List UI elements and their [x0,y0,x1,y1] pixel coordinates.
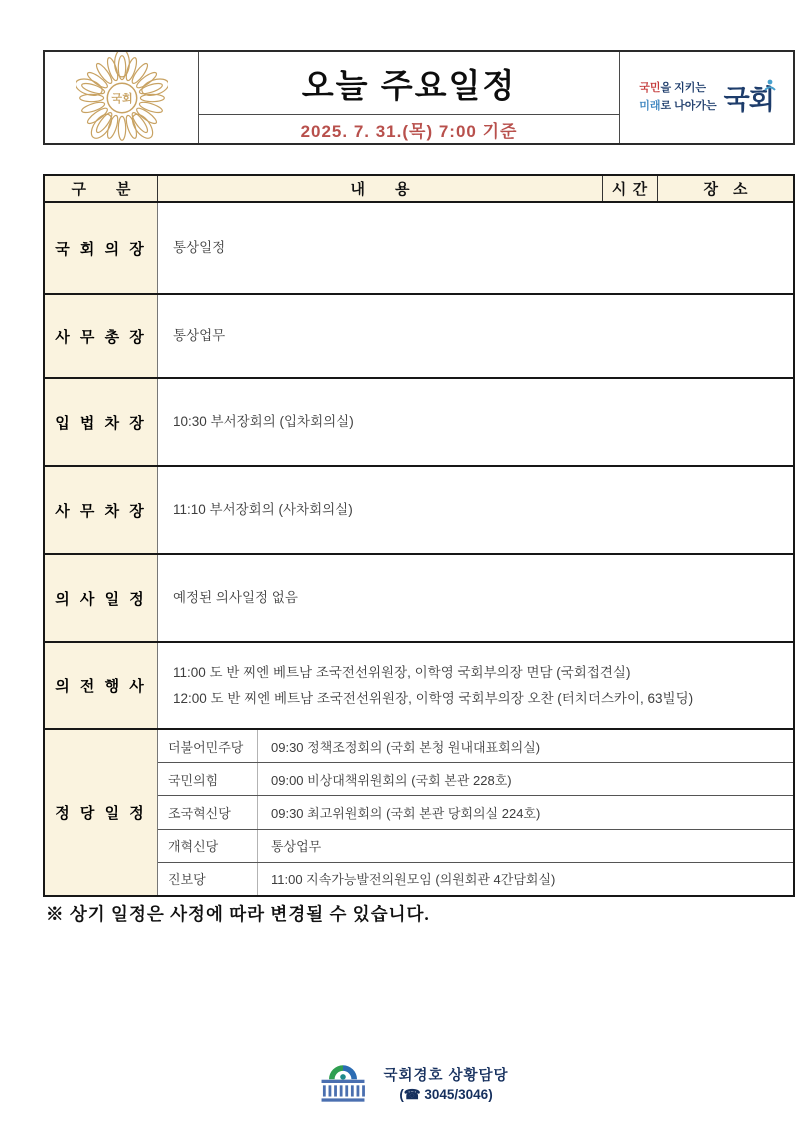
party-row [158,796,793,829]
party-rows [158,730,793,895]
col-header-content: 내 용 [158,176,603,201]
party-name: 국민의힘 [158,763,258,795]
party-row [158,830,793,863]
party-content: 통상업무 [271,839,322,855]
party-section-row [45,730,793,895]
col-header-place: 장 소 [703,181,748,198]
schedule-table [43,174,795,897]
footer-phone: (☎ 3045/3046) [399,1086,493,1102]
slogan-text [639,80,716,114]
party-name: 더불어민주당 [158,730,258,762]
party-content: 09:30 최고위원회의 (국회 본관 당회의실 224호) [271,806,541,821]
title-cell [199,52,619,143]
col-header-time: 시 간 [603,176,658,201]
footer-logo [24,1062,800,1104]
footnote: ※ 상기 일정은 사정에 따라 변경될 수 있습니다. [46,904,430,924]
person-icon [764,79,776,91]
slogan-line-1: 국민을 지키는 [639,82,707,95]
row-category: 입 법 차 장 [45,379,158,465]
row-content-line: 10:30 부서장회의 (입차회의실) [173,414,354,430]
date-note: 2025. 7. 31.(목) 7:00 기준 [300,121,518,141]
table-row [45,467,793,555]
emblem-cell [45,52,199,143]
row-category: 사 무 차 장 [45,467,158,553]
party-row [158,730,793,763]
row-content-line: 통상일정 [173,240,226,256]
row-category: 국 회 의 장 [45,203,158,293]
row-content-line: 통상업무 [173,328,226,344]
assembly-building-icon [315,1062,371,1104]
col-header-category: 구 분 [45,176,158,201]
document-header [43,50,795,145]
slogan-line-2: 미래로 나아가는 [639,99,717,112]
party-content: 09:00 비상대책위원회의 (국회 본관 228호) [271,772,512,788]
row-content-line: 12:00 도 반 찌엔 베트남 조국전선위원장, 이학영 국회부의장 오찬 (터치더스카이, 63빌딩) [173,690,694,706]
party-content: 11:00 지속가능발전의원모임 (의원회관 4간담회실) [271,872,556,888]
row-category: 정 당 일 정 [45,730,158,895]
slogan-cell [619,52,793,143]
party-name: 조국혁신당 [158,796,258,828]
assembly-logotype: 국회 [724,81,774,114]
emblem-text: 국회 [110,92,133,105]
row-content-line: 11:00 도 반 찌엔 베트남 조국전선위원장, 이학영 국회부의장 면담 (국회접견실) [173,664,631,680]
table-row [45,643,793,730]
row-content-line: 11:10 부서장회의 (사차회의실) [173,502,353,518]
assembly-emblem-icon [76,52,168,144]
party-row [158,863,793,895]
table-header-row [45,176,793,203]
party-name: 진보당 [158,863,258,895]
table-row [45,379,793,467]
footer-text [383,1064,508,1103]
party-name: 개혁신당 [158,830,258,862]
row-category: 사 무 총 장 [45,295,158,377]
table-row [45,295,793,379]
party-row [158,763,793,796]
row-content-line: 예정된 의사일정 없음 [173,590,298,606]
table-row [45,203,793,295]
page-title: 오늘 주요일정 [301,66,517,104]
party-content: 09:30 정책조정회의 (국회 본청 원내대표회의실) [271,739,541,755]
row-category: 의 사 일 정 [45,555,158,641]
footer-org: 국회경호 상황담당 [383,1067,509,1084]
row-category: 의 전 행 사 [45,643,158,728]
table-row [45,555,793,643]
